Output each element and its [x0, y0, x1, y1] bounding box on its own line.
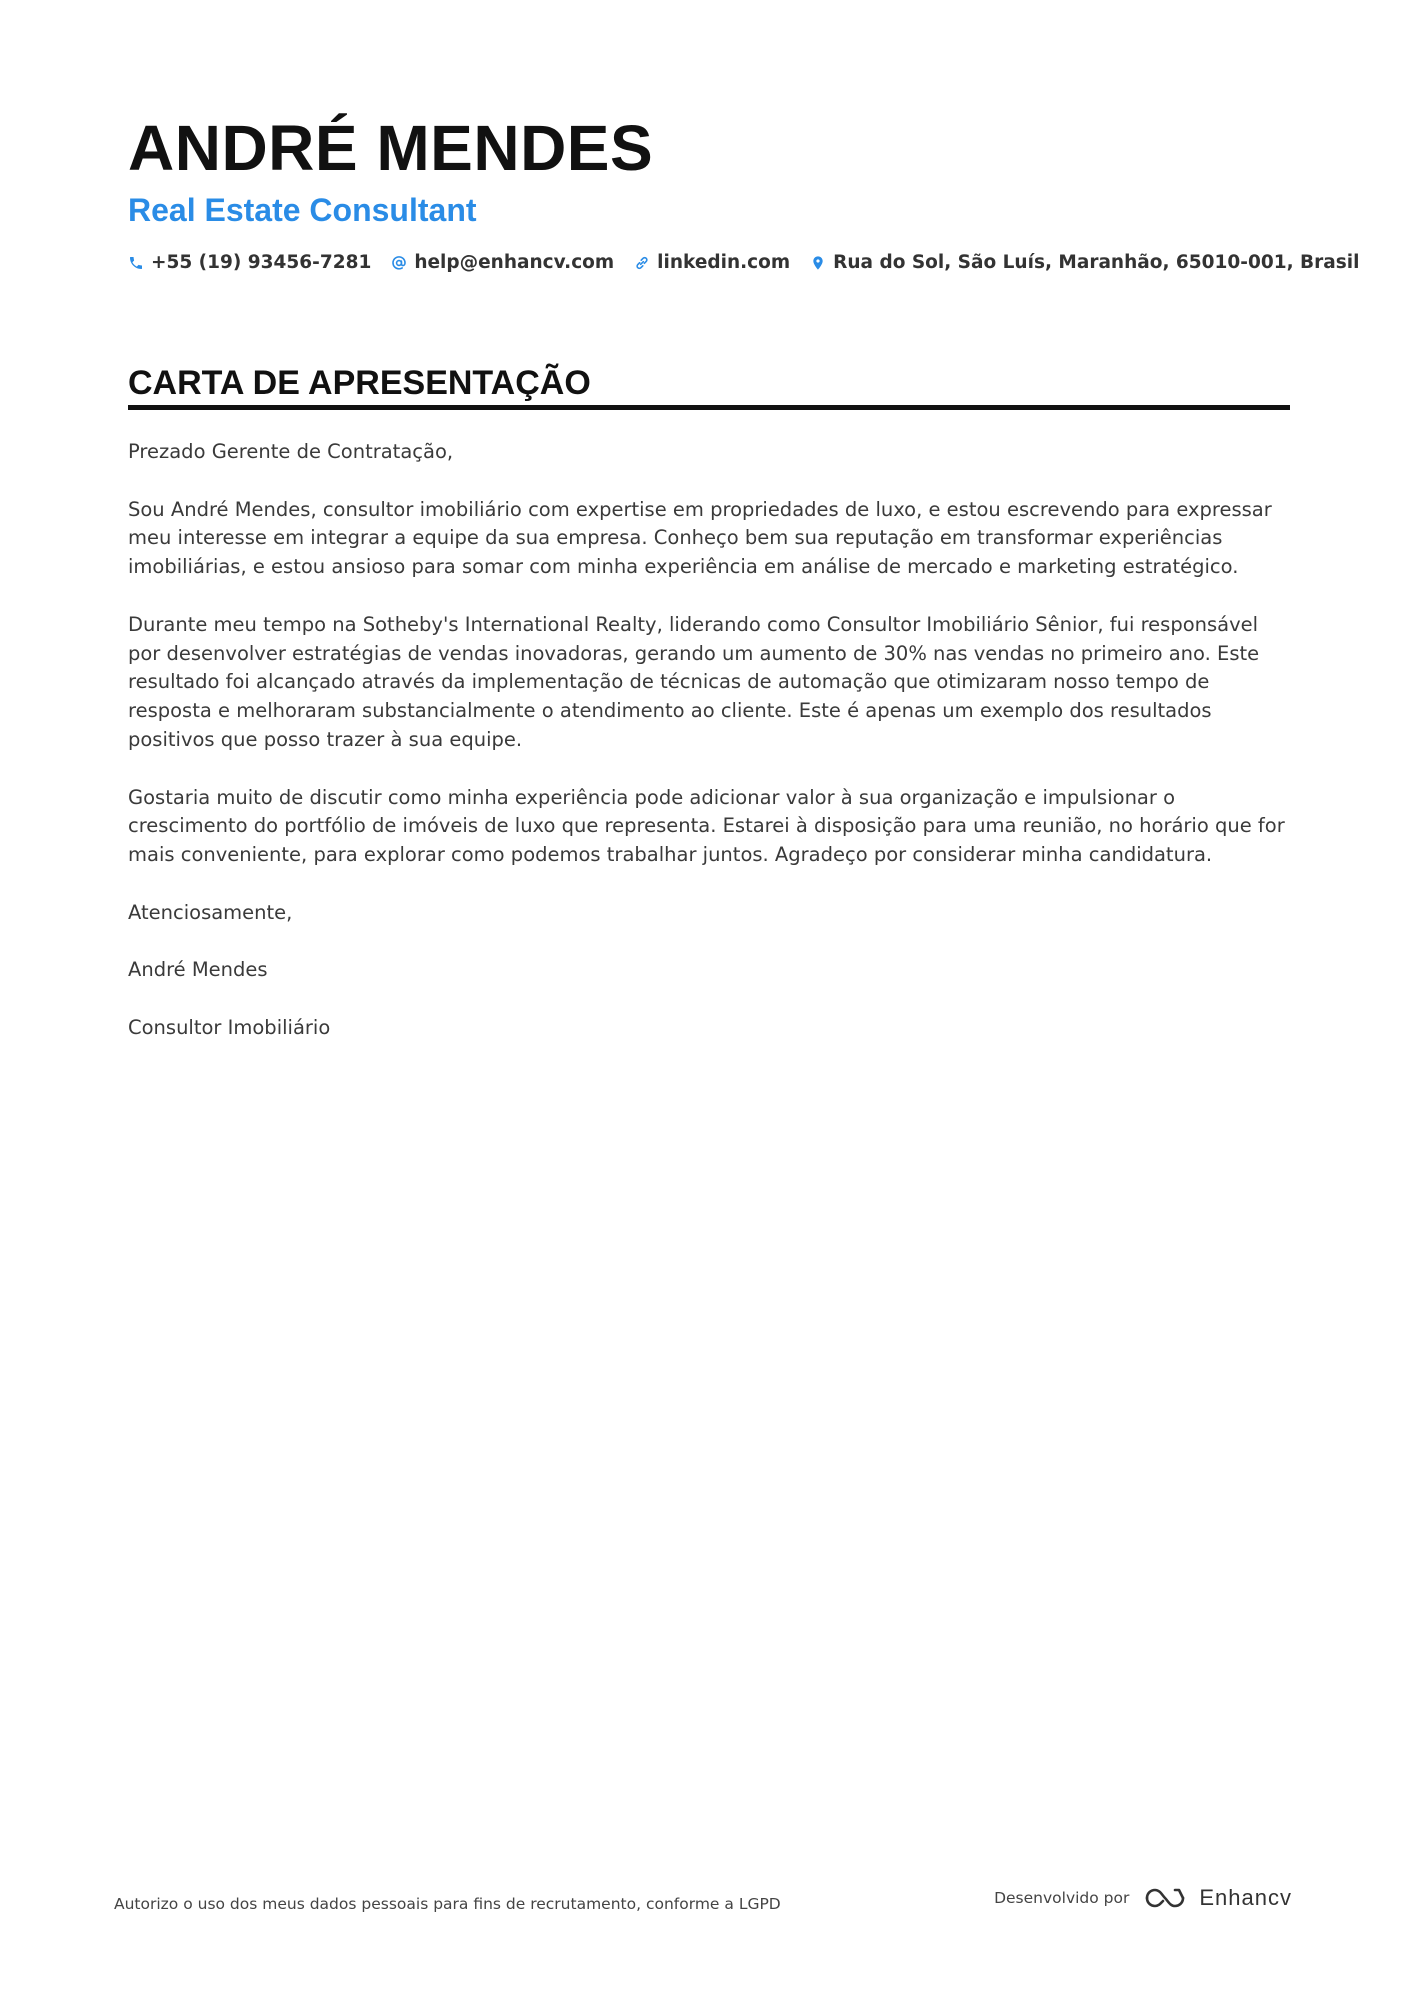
contact-phone	[128, 252, 371, 273]
section-heading: CARTA DE APRESENTAÇÃO	[128, 363, 1290, 410]
contact-linkedin[interactable]	[634, 252, 790, 273]
enhancv-logo-icon	[1141, 1884, 1189, 1912]
contact-info	[128, 252, 1360, 273]
candidate-title: Real Estate Consultant	[128, 192, 477, 228]
contact-address-text: Rua do Sol, São Luís, Maranhão, 65010-001, Brasil	[833, 252, 1360, 273]
phone-icon	[128, 255, 144, 271]
contact-address	[810, 252, 1359, 273]
at-icon	[391, 255, 407, 271]
letter-paragraph: Sou André Mendes, consultor imobiliário com expertise em propriedades de luxo, e estou escrevendo para expressar meu interesse em integrar a equipe da sua empresa. Conheço bem sua reputação em transformar experiências imobiliárias, e estou ansioso para somar com minha experiência em análise de mercado e marketing estratégico.	[128, 497, 1272, 579]
cover-letter-page	[128, 108, 1360, 1072]
contact-email-text[interactable]: help@enhancv.com	[414, 252, 615, 273]
letter-paragraph: Durante meu tempo na Sotheby's International Realty, liderando como Consultor Imobiliário Sênior, fui responsável por desenvolver estratégias de vendas inovadoras, gerando um aumento de 30% nas vendas no primeiro ano. Este resultado foi alcançado através da implementação de técnicas de automação que otimizaram nosso tempo de resposta e melhoraram substancialmente o atendimento ao cliente. Este é apenas um exemplo dos resultados positivos que posso trazer à sua equipe.	[128, 612, 1260, 751]
powered-by-label: Desenvolvido por	[994, 1889, 1130, 1907]
signature-title: Consultor Imobiliário	[128, 1015, 331, 1039]
contact-phone-text: +55 (19) 93456-7281	[151, 252, 372, 273]
contact-email[interactable]	[391, 252, 614, 273]
signature-name: André Mendes	[128, 958, 268, 982]
letter-greeting: Prezado Gerente de Contratação,	[128, 440, 454, 463]
link-icon	[634, 255, 650, 271]
letter-paragraph: Gostaria muito de discutir como minha experiência pode adicionar valor à sua organização e impulsionar o crescimento do portfólio de imóveis de luxo que representa. Estarei à disposição para uma reunião, no horário que for mais conveniente, para explorar como podemos trabalhar juntos. Agradeço por considerar minha candidatura.	[128, 785, 1285, 867]
candidate-name: ANDRÉ MENDES	[128, 112, 654, 184]
contact-linkedin-text[interactable]: linkedin.com	[657, 252, 791, 273]
powered-by	[994, 1884, 1292, 1912]
enhancv-brand-name[interactable]: Enhancv	[1199, 1885, 1292, 1910]
consent-note: Autorizo o uso dos meus dados pessoais para fins de recrutamento, conforme a LGPD	[114, 1895, 781, 1913]
location-pin-icon	[810, 255, 826, 271]
letter-closing: Atenciosamente,	[128, 900, 293, 924]
letter-body	[128, 438, 1290, 1043]
